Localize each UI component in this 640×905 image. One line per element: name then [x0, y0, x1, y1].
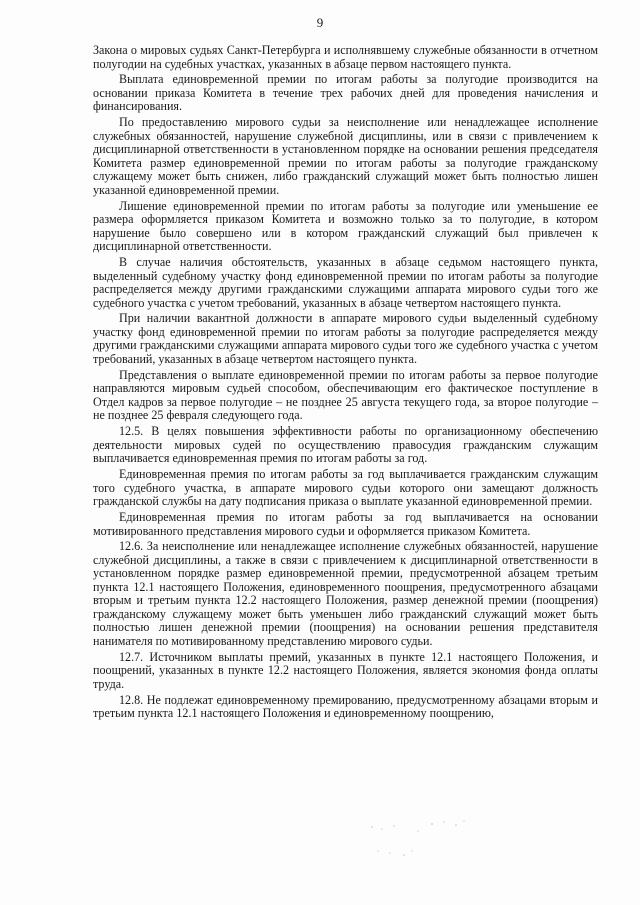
paragraph: Выплата единовременной премии по итогам работы за полугодие производится на основании приказа Комитета в течение трех рабочих дней для проведения начисления и финансирования. [93, 72, 598, 114]
page-number: 9 [316, 15, 324, 30]
paragraph-12-6: 12.6. За неисполнение или ненадлежащее исполнение служебных обязанностей, нарушение служебной дисциплины, а также в связи с привлечением к дисциплинарной ответственности в установленном порядке размер единовременной премии, предусмотренной абзацем третьим пункта 12.1 настоящего Положения, единовременного поощрения, предусмотренного абзацами вторым и третьим пункта 12.2 настоящего Положения, размер денежной премии (поощрения) гражданскому служащему может быть уменьшен либо гражданский служащий может быть полностью лишен денежной премии (поощрения) на основании решения представителя нанимателя по мотивированному представлению мирового судьи. [93, 539, 598, 648]
paragraph: Лишение единовременной премии по итогам работы за полугодие или уменьшение ее размера оформляется приказом Комитета и возможно только за то полугодие, в котором нарушение было совершено или в котором гражданский служащий был привлечен к дисциплинарной ответственности. [93, 198, 598, 254]
document-body [93, 44, 598, 723]
paragraph-12-7: 12.7. Источником выплаты премий, указанных в пункте 12.1 настоящего Положения, и поощрений, указанных в пункте 12.2 настоящего Положения, является экономия фонда оплаты труда. [93, 649, 598, 691]
paragraph-continuation: Закона о мировых судьях Санкт-Петербурга и исполнявшему служебные обязанности в отчетном полугодии на судебных участках, указанных в абзаце первом настоящего пункта. [93, 43, 598, 71]
paragraph: По предоставлению мирового судьи за неисполнение или ненадлежащее исполнение служебных обязанностей, нарушение служебной дисциплины, или в связи с привлечением к дисциплинарной ответственности в установленном порядке на основании решения председателя Комитета размер единовременной премии по итогам работы за полугодие гражданскому служащему может быть снижен, либо гражданский служащий может быть полностью лишен указанной единовременной премии. [93, 115, 598, 197]
scan-artifact-marks [360, 815, 530, 865]
paragraph: Единовременная премия по итогам работы за год выплачивается на основании мотивированного представления мирового судьи и оформляется приказом Комитета. [93, 510, 598, 538]
paragraph: Единовременная премия по итогам работы за год выплачивается гражданским служащим того судебного участка, в аппарате мирового судьи которого они замещают должность гражданской службы на дату подписания приказа о выплате указанной единовременной премии. [93, 467, 598, 509]
paragraph-12-8: 12.8. Не подлежат единовременному премированию, предусмотренному абзацами вторым и третьим пункта 12.1 настоящего Положения и единовременному поощрению, [93, 692, 598, 721]
paragraph: При наличии вакантной должности в аппарате мирового судьи выделенный судебному участку фонд единовременной премии по итогам работы за полугодие распределяется между другими гражданскими служащими аппарата мирового судьи того же судебного участка с учетом требований, указанных в абзаце четвертом настоящего пункта. [93, 311, 598, 366]
paragraph-12-5: 12.5. В целях повышения эффективности работы по организационному обеспечению деятельности мировых судей по осуществлению правосудия гражданским служащим выплачивается единовременная премия по итогам работы за год. [93, 424, 598, 466]
paragraph: Представления о выплате единовременной премии по итогам работы за первое полугодие направляются мировым судьей способом, обеспечивающим его фактическое поступление в Отдел кадров за первое полугодие – не позднее 25 августа текущего года, за второе полугодие – не позднее 25 февраля следующего года. [93, 367, 598, 423]
paragraph: В случае наличия обстоятельств, указанных в абзаце седьмом настоящего пункта, выделенный судебному участку фонд единовременной премии по итогам работы за полугодие распределяется между другими гражданскими служащими аппарата мирового судьи того же судебного участка с учетом требований, указанных в абзаце четвертом настоящего пункта. [93, 255, 598, 310]
